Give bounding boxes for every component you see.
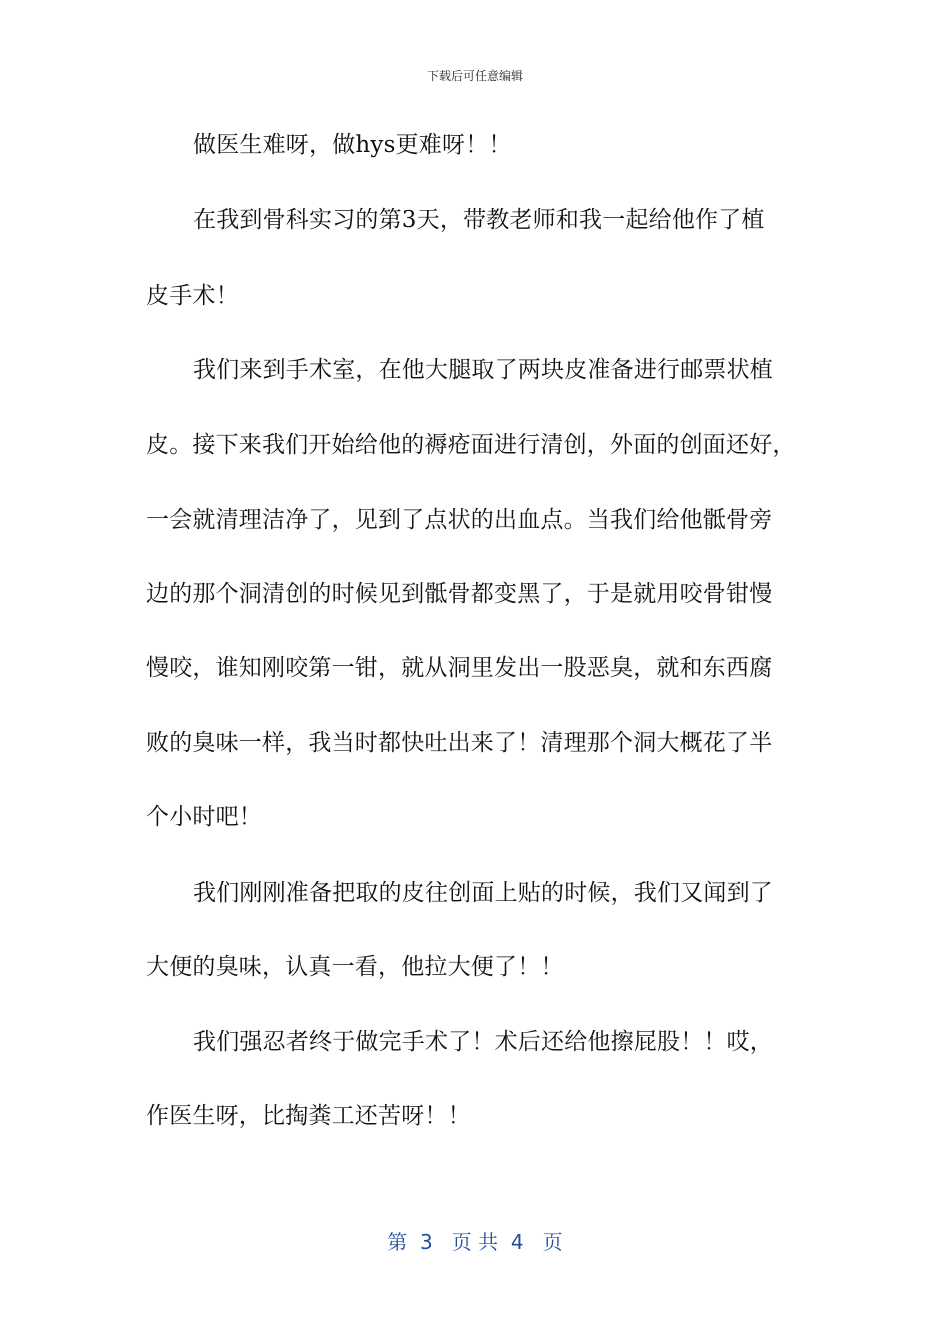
paragraph-line: 我们刚刚准备把取的皮往创面上贴的时候，我们又闻到了 xyxy=(193,880,773,906)
paragraph-line: 个小时吧！ xyxy=(146,804,262,830)
paragraph-line: 在我到骨科实习的第3天，带教老师和我一起给他作了植 xyxy=(193,207,765,233)
paragraph-line: 边的那个洞清创的时候见到骶骨都变黑了，于是就用咬骨钳慢 xyxy=(146,581,773,607)
paragraph-line: 我们强忍者终于做完手术了！术后还给他擦屁股！！哎， xyxy=(193,1029,773,1055)
page-number-footer: 第 3 页 共 4 页 xyxy=(387,1230,563,1254)
paragraph-line: 作医生呀，比掏粪工还苦呀！！ xyxy=(146,1103,471,1129)
paragraph-line: 败的臭味一样，我当时都快吐出来了！清理那个洞大概花了半 xyxy=(146,730,773,756)
paragraph-line: 皮手术！ xyxy=(146,283,239,309)
paragraph-line: 慢咬，谁知刚咬第一钳，就从洞里发出一股恶臭，就和东西腐 xyxy=(146,655,773,681)
page-header-note: 下载后可任意编辑 xyxy=(426,69,523,83)
paragraph-line: 大便的臭味，认真一看，他拉大便了！！ xyxy=(146,954,564,980)
paragraph-line: 皮。接下来我们开始给他的褥疮面进行清创，外面的创面还好， xyxy=(146,432,796,458)
paragraph-line: 一会就清理洁净了，见到了点状的出血点。当我们给他骶骨旁 xyxy=(146,507,773,533)
paragraph-line: 做医生难呀，做hys更难呀！！ xyxy=(193,132,512,158)
paragraph-line: 我们来到手术室，在他大腿取了两块皮准备进行邮票状植 xyxy=(193,357,773,383)
